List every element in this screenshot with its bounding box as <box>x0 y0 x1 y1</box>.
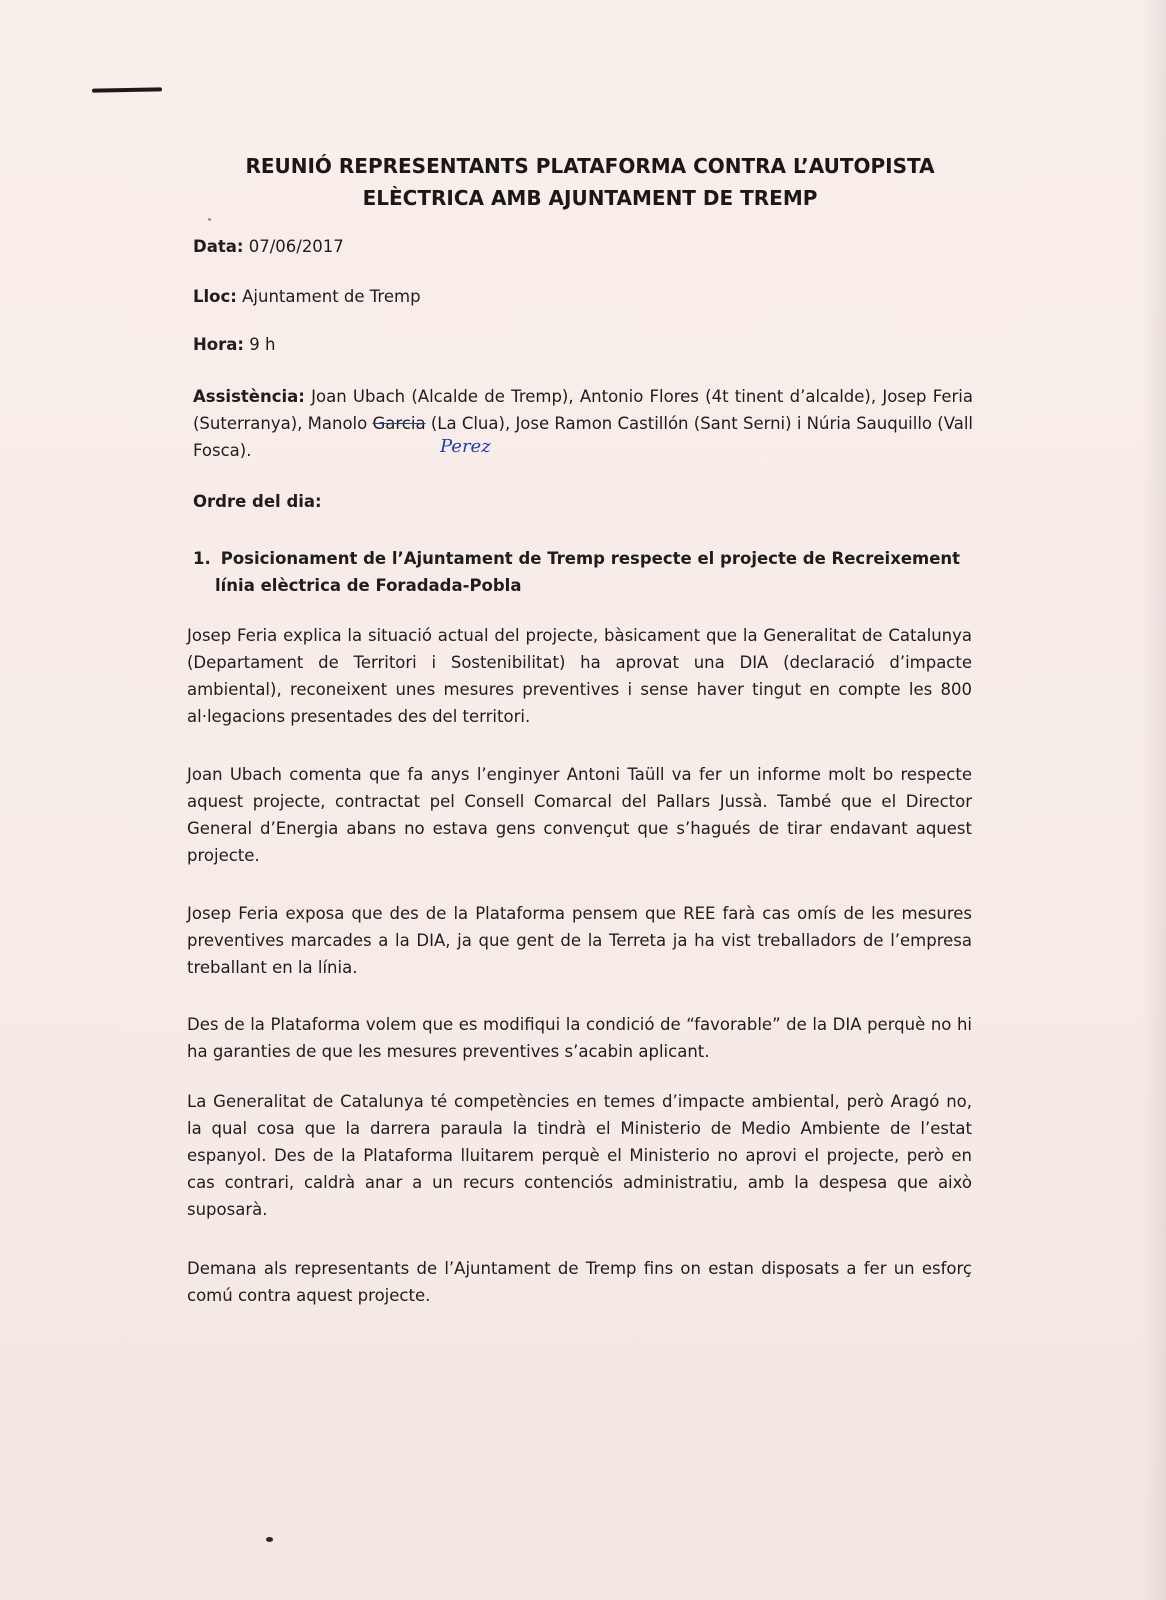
title-line-1: REUNIÓ REPRESENTANTS PLATAFORMA CONTRA L’AUTOPISTA <box>245 154 935 178</box>
place-value: Ajuntament de Tremp <box>242 287 421 306</box>
struck-name: Garcia <box>372 414 426 433</box>
attendance-text-2: (La Clua), Jose Ramon Castillón (Sant Serni) i Núria Sauquillo (Vall Fosca). <box>193 414 973 460</box>
place-field <box>193 287 421 306</box>
document-title <box>180 150 1000 214</box>
date-label: Data: <box>193 237 244 256</box>
agenda-item-number: 1. <box>193 549 211 568</box>
page-edge-shadow <box>1142 0 1166 1600</box>
attendance-label: Assistència: <box>193 387 305 406</box>
attendance-text-1: Joan Ubach (Alcalde de Tremp), Antonio Flores (4t tinent d’alcalde), Josep Feria (Suterranya), Manolo <box>193 387 973 433</box>
agenda-item-heading <box>193 545 973 599</box>
paragraph-3: Josep Feria exposa que des de la Plataforma pensem que REE farà cas omís de les mesures preventives marcades a la DIA, ja que gent de la Terreta ja ha vist treballadors de l’empresa treballant en la línia. <box>187 904 972 977</box>
time-value: 9 h <box>249 335 276 354</box>
date-field <box>193 237 344 256</box>
paragraph-1: Josep Feria explica la situació actual del projecte, bàsicament que la Generalitat de Catalunya (Departament de Territori i Sostenibilitat) ha aprovat una DIA (declaració d’impacte ambiental), reconeixent unes mesures preventives i sense haver tingut en compte les 800 al·legacions presentades des del territori. <box>187 626 972 726</box>
place-label: Lloc: <box>193 287 237 306</box>
time-field <box>193 335 275 354</box>
time-label: Hora: <box>193 335 245 354</box>
paragraph-4: Des de la Plataforma volem que es modifiqui la condició de “favorable” de la DIA perquè no hi ha garanties de que les mesures preventives s’acabin aplicant. <box>187 1015 972 1061</box>
pen-mark <box>92 87 162 92</box>
paragraph-5: La Generalitat de Catalunya té competències en temes d’impacte ambiental, però Aragó no, la qual cosa que la darrera paraula la tindrà el Ministerio de Medio Ambiente de l’estat espanyol. Des de la Plataforma lluitarem perquè el Ministerio no aprovi el projecte, però en cas contrari, caldrà anar a un recurs contenciós administratiu, amb la despesa que això suposarà. <box>187 1092 972 1219</box>
attendance-paragraph <box>193 383 973 464</box>
handwritten-correction: Perez <box>440 436 491 457</box>
paragraph-6: Demana als representants de l’Ajuntament de Tremp fins on estan disposats a fer un esforç comú contra aquest projecte. <box>187 1259 972 1305</box>
agenda-item-title-2: línia elèctrica de Foradada-Pobla <box>215 576 522 595</box>
agenda-label: Ordre del dia: <box>193 492 322 511</box>
agenda-item-title-1: Posicionament de l’Ajuntament de Tremp respecte el projecte de Recreixement <box>220 549 961 568</box>
paragraph-2: Joan Ubach comenta que fa anys l’enginyer Antoni Taüll va fer un informe molt bo respecte aquest projecte, contractat pel Consell Comarcal del Pallars Jussà. També que el Director General d’Energia abans no estava gens convençut que s’hagués de tirar endavant aquest projecte. <box>187 765 972 865</box>
title-line-2: ELÈCTRICA AMB AJUNTAMENT DE TREMP <box>362 186 818 210</box>
date-value: 07/06/2017 <box>248 237 344 256</box>
ink-speck <box>266 1537 273 1542</box>
ink-speck <box>208 218 211 221</box>
